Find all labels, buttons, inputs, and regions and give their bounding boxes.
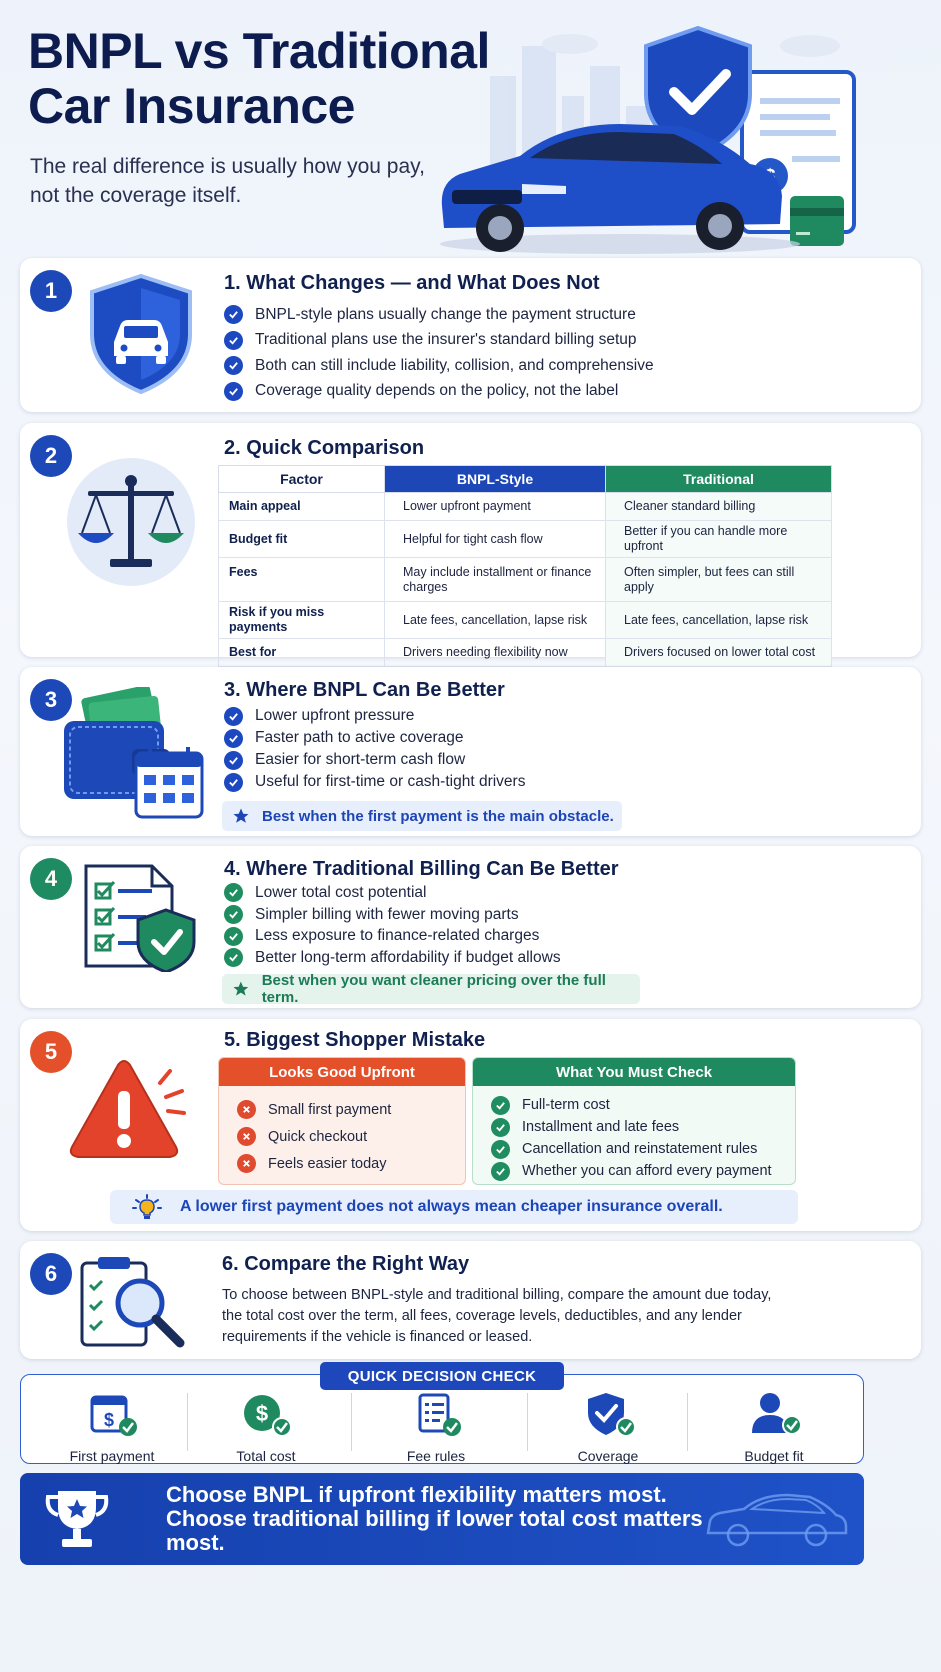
table-cell: Cleaner standard billing (606, 493, 832, 521)
divider (687, 1393, 688, 1451)
list-item (224, 882, 561, 904)
section-title: 1. What Changes — and What Does Not (224, 272, 600, 294)
tip-text: A lower first payment does not always mean cheaper insurance overall. (180, 1198, 723, 1215)
table-cell: Better if you can handle more upfront (606, 521, 832, 558)
table-cell: Drivers needing flexibility now (385, 639, 606, 667)
section-number-badge: 4 (30, 858, 72, 900)
table-row (219, 521, 832, 558)
section-body: To choose between BNPL-style and traditional billing, compare the amount due today, the total cost over the term, all fees, coverage levels, deductibles, and any lender requirements if the vehicle is financed or leased. (222, 1287, 772, 1345)
list-item-text: Easier for short-term cash flow (255, 751, 466, 768)
checklist (219, 1086, 465, 1177)
comparison-table (218, 465, 832, 667)
svg-text:$: $ (255, 1401, 269, 1426)
star-icon (232, 807, 250, 825)
list-document-icon (406, 1391, 466, 1437)
decision-item-first-payment (37, 1391, 187, 1464)
table-cell: Fees (219, 558, 385, 602)
what-you-must-check-panel (472, 1057, 796, 1185)
person-icon (744, 1391, 804, 1437)
star-icon (232, 980, 250, 998)
wallet-calendar-icon (60, 687, 210, 823)
check-icon (491, 1118, 510, 1137)
list-item (224, 749, 525, 771)
list-item (491, 1138, 795, 1160)
checklist (224, 882, 561, 969)
table-cell: Best for (219, 639, 385, 667)
table-cell: Late fees, cancellation, lapse risk (606, 602, 832, 639)
list-item (224, 771, 525, 793)
column-header-traditional: Traditional (606, 466, 832, 493)
list-item (237, 1150, 465, 1177)
footer-banner (20, 1473, 864, 1565)
list-item (224, 353, 654, 379)
list-item-text: Lower upfront pressure (255, 707, 415, 724)
callout-banner (222, 801, 622, 831)
checklist (224, 302, 654, 404)
check-icon (491, 1140, 510, 1159)
decision-item-label: First payment (69, 1448, 155, 1464)
panel-header: What You Must Check (473, 1058, 795, 1086)
list-item (224, 379, 654, 405)
dollar-coin-icon (236, 1391, 296, 1437)
list-item (224, 925, 561, 947)
section-bnpl-better (20, 667, 921, 836)
looks-good-upfront-panel (218, 1057, 466, 1185)
calendar-dollar-icon (82, 1391, 142, 1437)
section-title: 2. Quick Comparison (224, 437, 425, 459)
divider (187, 1393, 188, 1451)
list-item-text: Useful for first-time or cash-tight drivers (255, 773, 526, 790)
divider (351, 1393, 352, 1451)
check-icon (224, 773, 243, 792)
list-item-text: Lower total cost potential (255, 883, 427, 901)
list-item (491, 1116, 795, 1138)
decision-item-budget-fit (699, 1391, 849, 1464)
check-icon (224, 707, 243, 726)
decision-item-label: Total cost (236, 1448, 296, 1464)
page-title: BNPL vs Traditional Car Insurance (28, 23, 490, 134)
decision-item-total-cost (191, 1391, 341, 1464)
table-row (219, 493, 832, 521)
column-header-factor: Factor (219, 466, 385, 493)
list-item-text: BNPL-style plans usually change the payment structure (255, 305, 636, 323)
page-subtitle: The real difference is usually how you pay, not the coverage itself. (30, 155, 425, 207)
list-item-text: Simpler billing with fewer moving parts (255, 905, 519, 923)
table-cell: Main appeal (219, 493, 385, 521)
list-item (224, 302, 654, 328)
footer-line-traditional: Choose traditional billing if lower total cost matters most. (166, 1506, 703, 1555)
x-icon (237, 1154, 256, 1173)
list-item-text: Installment and late fees (522, 1119, 680, 1135)
section-number-badge: 5 (30, 1031, 72, 1073)
table-cell: Late fees, cancellation, lapse risk (385, 602, 606, 639)
list-item (224, 705, 525, 727)
list-item (224, 328, 654, 354)
clipboard-magnifier-icon (78, 1255, 188, 1349)
panel-header: Looks Good Upfront (219, 1058, 465, 1086)
list-item-text: Whether you can afford every payment (522, 1163, 772, 1179)
list-item (224, 947, 561, 969)
list-item (224, 727, 525, 749)
callout-text: Best when the first payment is the main obstacle. (262, 807, 614, 825)
section-quick-comparison (20, 423, 921, 657)
shield-check-icon (578, 1391, 638, 1437)
list-item (491, 1094, 795, 1116)
list-item (491, 1160, 795, 1182)
check-icon (224, 331, 243, 350)
list-item-text: Quick checkout (268, 1128, 368, 1145)
section-number-badge: 6 (30, 1253, 72, 1295)
decision-item-coverage (533, 1391, 683, 1464)
table-cell: Risk if you miss payments (219, 602, 385, 639)
section-title: 3. Where BNPL Can Be Better (224, 679, 505, 701)
check-icon (491, 1162, 510, 1181)
check-icon (224, 356, 243, 375)
table-row (219, 639, 832, 667)
check-icon (224, 948, 243, 967)
check-icon (224, 751, 243, 770)
check-icon (224, 927, 243, 946)
hero (0, 0, 941, 262)
list-item-text: Full-term cost (522, 1097, 610, 1113)
table-cell: Often simpler, but fees can still apply (606, 558, 832, 602)
tip-banner (110, 1190, 798, 1224)
footer-message (166, 1483, 726, 1555)
list-item-text: Both can still include liability, collision, and comprehensive (255, 356, 654, 374)
check-icon (491, 1096, 510, 1115)
checklist (224, 705, 525, 793)
list-item-text: Better long-term affordability if budget allows (255, 948, 561, 966)
list-item-text: Faster path to active coverage (255, 729, 464, 746)
x-icon (237, 1127, 256, 1146)
list-item-text: Coverage quality depends on the policy, not the label (255, 382, 619, 400)
car-shield-icon (86, 272, 196, 396)
list-item (237, 1096, 465, 1123)
lightbulb-icon (132, 1194, 162, 1220)
checklist (473, 1086, 795, 1182)
table-cell: Budget fit (219, 521, 385, 558)
table-cell: Drivers focused on lower total cost (606, 639, 832, 667)
checklist-shield-icon (80, 862, 200, 972)
section-title: 5. Biggest Shopper Mistake (224, 1029, 486, 1051)
list-item (237, 1123, 465, 1150)
callout-banner (222, 974, 640, 1004)
list-item-text: Small first payment (268, 1101, 392, 1118)
section-title: 4. Where Traditional Billing Can Be Better (224, 858, 619, 880)
list-item-text: Traditional plans use the insurer's standard billing setup (255, 331, 637, 349)
check-icon (224, 729, 243, 748)
decision-title: QUICK DECISION CHECK (320, 1362, 564, 1390)
decision-item-label: Budget fit (744, 1448, 804, 1464)
section-compare-right-way (20, 1241, 921, 1359)
callout-text: Best when you want cleaner pricing over the full term. (261, 972, 606, 1006)
trophy-icon (42, 1487, 112, 1551)
table-cell: Lower upfront payment (385, 493, 606, 521)
list-item-text: Less exposure to finance-related charges (255, 927, 540, 945)
footer-line-bnpl: Choose BNPL if upfront flexibility matters most. (166, 1482, 667, 1507)
warning-icon (64, 1057, 194, 1167)
section-traditional-better (20, 846, 921, 1008)
x-icon (237, 1100, 256, 1119)
hero-car-illustration (430, 6, 940, 262)
decision-item-label: Coverage (577, 1448, 639, 1464)
column-header-bnpl: BNPL-Style (385, 466, 606, 493)
table-cell: Helpful for tight cash flow (385, 521, 606, 558)
table-row (219, 602, 832, 639)
section-what-changes (20, 258, 921, 412)
section-number-badge: 1 (30, 270, 72, 312)
section-number-badge: 3 (30, 679, 72, 721)
list-item-text: Feels easier today (268, 1155, 387, 1172)
check-icon (224, 905, 243, 924)
decision-item-fee-rules (361, 1391, 511, 1464)
divider (527, 1393, 528, 1451)
table-row (219, 558, 832, 602)
section-title: 6. Compare the Right Way (222, 1253, 470, 1275)
list-item (224, 904, 561, 926)
check-icon (224, 305, 243, 324)
quick-decision-check (20, 1367, 864, 1464)
section-number-badge: 2 (30, 435, 72, 477)
section-shopper-mistake (20, 1019, 921, 1231)
svg-text:$: $ (103, 1410, 115, 1430)
table-cell: May include installment or finance charges (385, 558, 606, 602)
check-icon (224, 883, 243, 902)
list-item-text: Cancellation and reinstatement rules (522, 1141, 758, 1157)
car-outline-icon (700, 1487, 850, 1551)
decision-item-label: Fee rules (406, 1448, 466, 1464)
check-icon (224, 382, 243, 401)
scales-icon (66, 457, 196, 587)
